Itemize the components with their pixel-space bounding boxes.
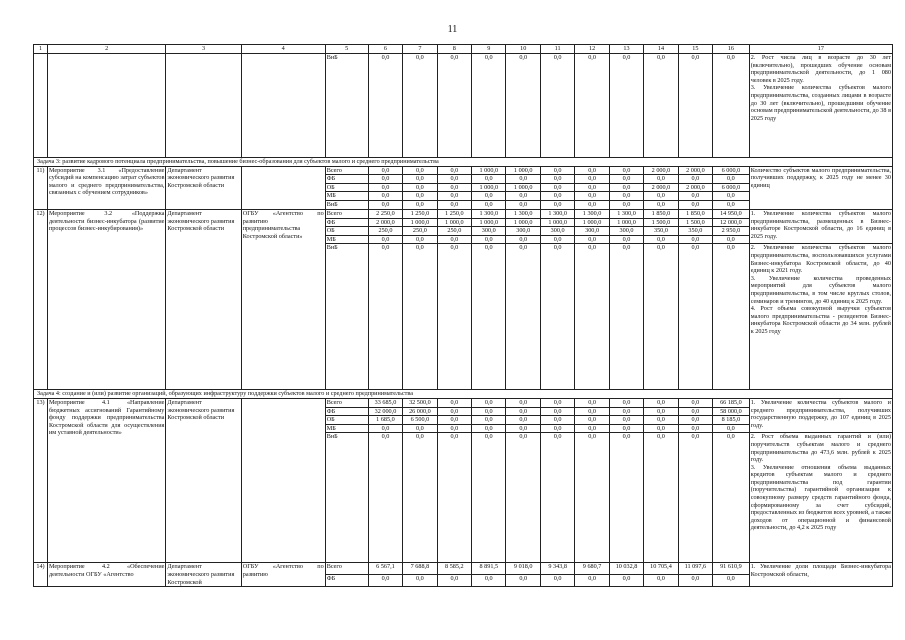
value-cell: 0,0 bbox=[540, 183, 574, 192]
value-cell: 0,0 bbox=[575, 54, 609, 158]
col-header: 6 bbox=[368, 45, 402, 54]
value-cell: 0,0 bbox=[678, 398, 712, 407]
value-cell: 8 585,2 bbox=[437, 563, 471, 575]
value-cell: 1 000,0 bbox=[472, 166, 506, 175]
value-cell: 0,0 bbox=[437, 192, 471, 201]
task-row bbox=[34, 390, 893, 399]
value-cell: 300,0 bbox=[472, 227, 506, 236]
col-header: 5 bbox=[325, 45, 368, 54]
col-header: 12 bbox=[575, 45, 609, 54]
value-cell: 0,0 bbox=[678, 416, 712, 425]
value-cell: 1 685,0 bbox=[368, 416, 402, 425]
value-cell: 0,0 bbox=[678, 424, 712, 433]
value-cell: 0,0 bbox=[368, 192, 402, 201]
value-cell: 0,0 bbox=[403, 183, 437, 192]
table-row bbox=[34, 209, 893, 218]
value-cell: 0,0 bbox=[575, 407, 609, 416]
col-header: 10 bbox=[506, 45, 540, 54]
value-cell: 0,0 bbox=[506, 175, 540, 184]
funding-source: ФБ bbox=[325, 175, 368, 184]
value-cell: 1 000,0 bbox=[472, 183, 506, 192]
value-cell: 1 000,0 bbox=[609, 218, 643, 227]
task-title: Задача 3: развитие кадрового потенциала предпринимательства, повышение бизнес-образования для субъектов малого и среднего предпринимательства bbox=[34, 158, 893, 167]
expected-results: 2. Рост числа лиц в возрасте до 30 лет (включительно), прошедших обучение основам предпринимательской деятельности, до 1 080 человек в 2025 году. 3. Увеличение количества субъектов малого предпринимательства, созданных лицами в возрасте до 30 лет (включительно), прошедшими обучение основам предпринимательской деятельности, до 38 в 2025 году bbox=[749, 54, 892, 158]
value-cell: 10 032,8 bbox=[609, 563, 643, 575]
col-header: 13 bbox=[609, 45, 643, 54]
empty-cell bbox=[47, 54, 165, 158]
table-row bbox=[34, 563, 893, 575]
value-cell: 0,0 bbox=[437, 183, 471, 192]
value-cell: 0,0 bbox=[609, 200, 643, 209]
value-cell: 0,0 bbox=[644, 175, 678, 184]
value-cell: 0,0 bbox=[644, 424, 678, 433]
activity-name: Мероприятие 3.2 «Поддержка деятельности бизнес-инкубатора (развитие процессов бизнес-инкубирования)» bbox=[47, 209, 165, 389]
value-cell: 0,0 bbox=[437, 407, 471, 416]
row-number: 14) bbox=[34, 563, 48, 587]
row-number: 13) bbox=[34, 398, 48, 562]
value-cell: 0,0 bbox=[678, 407, 712, 416]
value-cell: 8 185,0 bbox=[713, 416, 750, 425]
value-cell: 1 250,0 bbox=[437, 209, 471, 218]
value-cell: 9 680,7 bbox=[575, 563, 609, 575]
funding-source: ВнБ bbox=[325, 433, 368, 563]
value-cell: 1 850,0 bbox=[678, 209, 712, 218]
value-cell: 0,0 bbox=[368, 235, 402, 244]
value-cell: 0,0 bbox=[575, 433, 609, 563]
value-cell: 0,0 bbox=[368, 575, 402, 587]
value-cell: 0,0 bbox=[472, 416, 506, 425]
empty-cell bbox=[166, 54, 241, 158]
value-cell: 0,0 bbox=[609, 183, 643, 192]
value-cell: 0,0 bbox=[540, 424, 574, 433]
expected-results: 1. Увеличение количества субъектов малого и среднего предпринимательства, получивших государственную поддержку, до 107 единиц в 2025 году. bbox=[749, 398, 892, 432]
value-cell: 1 000,0 bbox=[506, 166, 540, 175]
value-cell: 0,0 bbox=[472, 200, 506, 209]
value-cell: 1 000,0 bbox=[472, 218, 506, 227]
value-cell: 32 500,0 bbox=[403, 398, 437, 407]
value-cell: 0,0 bbox=[540, 235, 574, 244]
page-number: 11 bbox=[447, 24, 458, 35]
value-cell: 0,0 bbox=[609, 175, 643, 184]
value-cell: 0,0 bbox=[437, 424, 471, 433]
funding-source: Всего bbox=[325, 166, 368, 175]
value-cell: 0,0 bbox=[472, 235, 506, 244]
value-cell: 0,0 bbox=[713, 235, 750, 244]
value-cell: 6 000,0 bbox=[713, 183, 750, 192]
value-cell: 91 610,9 bbox=[713, 563, 750, 575]
value-cell: 0,0 bbox=[713, 244, 750, 390]
funding-source: ОБ bbox=[325, 416, 368, 425]
value-cell: 33 685,0 bbox=[368, 398, 402, 407]
executor: Департамент экономического развития Костромской области bbox=[166, 166, 241, 209]
value-cell: 0,0 bbox=[540, 192, 574, 201]
value-cell: 0,0 bbox=[678, 244, 712, 390]
value-cell: 1 000,0 bbox=[575, 218, 609, 227]
row-number: 12) bbox=[34, 209, 48, 389]
value-cell: 0,0 bbox=[437, 398, 471, 407]
value-cell: 0,0 bbox=[609, 424, 643, 433]
value-cell: 0,0 bbox=[609, 54, 643, 158]
value-cell: 0,0 bbox=[403, 575, 437, 587]
value-cell: 0,0 bbox=[644, 575, 678, 587]
value-cell: 0,0 bbox=[678, 575, 712, 587]
value-cell: 0,0 bbox=[368, 175, 402, 184]
executor: Департамент экономического развития Костромской области bbox=[166, 209, 241, 389]
value-cell: 2 000,0 bbox=[368, 218, 402, 227]
funding-source: ФБ bbox=[325, 575, 368, 587]
value-cell: 0,0 bbox=[609, 575, 643, 587]
value-cell: 0,0 bbox=[437, 244, 471, 390]
value-cell: 350,0 bbox=[678, 227, 712, 236]
value-cell: 0,0 bbox=[678, 175, 712, 184]
funding-source: ВнБ bbox=[325, 54, 368, 158]
value-cell: 1 850,0 bbox=[644, 209, 678, 218]
executor: Департамент экономического развития Костромской области bbox=[166, 398, 241, 562]
value-cell: 7 688,8 bbox=[403, 563, 437, 575]
value-cell: 0,0 bbox=[403, 175, 437, 184]
task-row bbox=[34, 158, 893, 167]
value-cell: 0,0 bbox=[575, 398, 609, 407]
expected-results: Количество субъектов малого предпринимательства, получивших поддержку, к 2025 году не менее 30 единиц bbox=[749, 166, 892, 209]
table-row bbox=[34, 166, 893, 175]
value-cell: 32 000,0 bbox=[368, 407, 402, 416]
col-header: 9 bbox=[472, 45, 506, 54]
funding-source: ОБ bbox=[325, 183, 368, 192]
value-cell: 0,0 bbox=[575, 575, 609, 587]
value-cell: 0,0 bbox=[644, 398, 678, 407]
header-row bbox=[34, 45, 893, 54]
col-header: 7 bbox=[403, 45, 437, 54]
col-header: 2 bbox=[47, 45, 165, 54]
activity-name: Мероприятие 4.1 «Направление бюджетных ассигнований Гарантийному фонду поддержки предпринимательства Костромской области для осуществления им уставной деятельности» bbox=[47, 398, 165, 562]
value-cell: 0,0 bbox=[472, 192, 506, 201]
value-cell: 0,0 bbox=[437, 433, 471, 563]
value-cell: 250,0 bbox=[368, 227, 402, 236]
value-cell: 58 000,0 bbox=[713, 407, 750, 416]
funding-source: Всего bbox=[325, 563, 368, 575]
value-cell: 0,0 bbox=[506, 433, 540, 563]
value-cell: 11 097,6 bbox=[678, 563, 712, 575]
value-cell: 0,0 bbox=[575, 235, 609, 244]
value-cell: 0,0 bbox=[368, 166, 402, 175]
value-cell: 0,0 bbox=[403, 433, 437, 563]
value-cell: 250,0 bbox=[403, 227, 437, 236]
value-cell: 0,0 bbox=[678, 54, 712, 158]
funding-source: Всего bbox=[325, 209, 368, 218]
value-cell: 0,0 bbox=[575, 200, 609, 209]
value-cell: 0,0 bbox=[403, 54, 437, 158]
value-cell: 0,0 bbox=[368, 200, 402, 209]
value-cell: 300,0 bbox=[575, 227, 609, 236]
expected-results: 1. Увеличение количества субъектов малого предпринимательства, размещенных в Бизнес-инкубаторе Костромской области, до 16 единиц в 2025 году. bbox=[749, 209, 892, 243]
value-cell: 0,0 bbox=[713, 54, 750, 158]
value-cell: 0,0 bbox=[437, 54, 471, 158]
value-cell: 0,0 bbox=[472, 398, 506, 407]
col-header: 1 bbox=[34, 45, 48, 54]
value-cell: 0,0 bbox=[368, 424, 402, 433]
value-cell: 0,0 bbox=[506, 416, 540, 425]
value-cell: 0,0 bbox=[437, 200, 471, 209]
funding-source: ВнБ bbox=[325, 244, 368, 390]
value-cell: 1 300,0 bbox=[540, 209, 574, 218]
value-cell: 0,0 bbox=[644, 433, 678, 563]
executor: Департамент экономического развития Костромской bbox=[166, 563, 241, 587]
funding-source: ФБ bbox=[325, 218, 368, 227]
value-cell: 0,0 bbox=[506, 398, 540, 407]
value-cell: 0,0 bbox=[368, 54, 402, 158]
value-cell: 0,0 bbox=[540, 166, 574, 175]
value-cell: 0,0 bbox=[472, 407, 506, 416]
value-cell: 300,0 bbox=[506, 227, 540, 236]
funding-source: ОБ bbox=[325, 227, 368, 236]
value-cell: 250,0 bbox=[437, 227, 471, 236]
value-cell: 2 000,0 bbox=[644, 183, 678, 192]
funding-source: Всего bbox=[325, 398, 368, 407]
value-cell: 0,0 bbox=[368, 183, 402, 192]
col-header: 15 bbox=[678, 45, 712, 54]
col-header: 3 bbox=[166, 45, 241, 54]
value-cell: 14 950,0 bbox=[713, 209, 750, 218]
value-cell: 0,0 bbox=[575, 416, 609, 425]
value-cell: 0,0 bbox=[575, 192, 609, 201]
row-number: 11) bbox=[34, 166, 48, 209]
value-cell: 0,0 bbox=[644, 192, 678, 201]
col-header: 17 bbox=[749, 45, 892, 54]
value-cell: 0,0 bbox=[403, 424, 437, 433]
value-cell: 300,0 bbox=[609, 227, 643, 236]
value-cell: 8 891,5 bbox=[472, 563, 506, 575]
value-cell: 0,0 bbox=[713, 433, 750, 563]
value-cell: 1 000,0 bbox=[437, 218, 471, 227]
program-activities-table bbox=[33, 44, 893, 587]
col-header: 16 bbox=[713, 45, 750, 54]
value-cell: 1 500,0 bbox=[644, 218, 678, 227]
value-cell: 0,0 bbox=[609, 416, 643, 425]
value-cell: 0,0 bbox=[644, 244, 678, 390]
empty-cell bbox=[34, 54, 48, 158]
value-cell: 0,0 bbox=[403, 200, 437, 209]
value-cell: 0,0 bbox=[506, 235, 540, 244]
partner: ОГБУ «Агентство по развитию предпринимательства Костромской области» bbox=[241, 209, 325, 389]
activity-name: Мероприятие 4.2 «Обеспечение деятельности ОГБУ «Агентство bbox=[47, 563, 165, 587]
value-cell: 0,0 bbox=[540, 244, 574, 390]
funding-source: ВнБ bbox=[325, 200, 368, 209]
value-cell: 0,0 bbox=[609, 398, 643, 407]
value-cell: 0,0 bbox=[713, 175, 750, 184]
value-cell: 0,0 bbox=[713, 200, 750, 209]
value-cell: 0,0 bbox=[713, 424, 750, 433]
table-row bbox=[34, 54, 893, 158]
value-cell: 0,0 bbox=[540, 54, 574, 158]
value-cell: 0,0 bbox=[472, 433, 506, 563]
value-cell: 12 000,0 bbox=[713, 218, 750, 227]
value-cell: 0,0 bbox=[437, 235, 471, 244]
partner: ОГБУ «Агентство по развитию bbox=[241, 563, 325, 587]
value-cell: 1 500,0 bbox=[678, 218, 712, 227]
value-cell: 0,0 bbox=[506, 424, 540, 433]
partner bbox=[241, 398, 325, 562]
value-cell: 1 250,0 bbox=[403, 209, 437, 218]
value-cell: 0,0 bbox=[609, 235, 643, 244]
activity-name: Мероприятие 3.1 «Предоставление субсидий на компенсацию затрат субъектов малого и среднего предпринимательства, связанных с обучением сотрудников» bbox=[47, 166, 165, 209]
value-cell: 0,0 bbox=[575, 183, 609, 192]
value-cell: 1 300,0 bbox=[506, 209, 540, 218]
value-cell: 0,0 bbox=[575, 244, 609, 390]
value-cell: 0,0 bbox=[506, 54, 540, 158]
value-cell: 1 300,0 bbox=[609, 209, 643, 218]
value-cell: 0,0 bbox=[540, 416, 574, 425]
value-cell: 10 705,4 bbox=[644, 563, 678, 575]
value-cell: 0,0 bbox=[678, 235, 712, 244]
value-cell: 6 500,0 bbox=[403, 416, 437, 425]
funding-source: ФБ bbox=[325, 407, 368, 416]
value-cell: 300,0 bbox=[540, 227, 574, 236]
task-title: Задача 4: создание и (или) развитие организаций, образующих инфраструктуру поддержки субъектов малого и среднего предпринимательства bbox=[34, 390, 893, 399]
col-header: 11 bbox=[540, 45, 574, 54]
value-cell: 0,0 bbox=[713, 575, 750, 587]
value-cell: 0,0 bbox=[540, 200, 574, 209]
value-cell: 0,0 bbox=[644, 235, 678, 244]
value-cell: 0,0 bbox=[540, 575, 574, 587]
value-cell: 0,0 bbox=[403, 192, 437, 201]
value-cell: 2 000,0 bbox=[678, 183, 712, 192]
value-cell: 0,0 bbox=[472, 424, 506, 433]
value-cell: 0,0 bbox=[644, 54, 678, 158]
value-cell: 0,0 bbox=[540, 175, 574, 184]
value-cell: 0,0 bbox=[678, 192, 712, 201]
value-cell: 0,0 bbox=[678, 200, 712, 209]
value-cell: 26 000,0 bbox=[403, 407, 437, 416]
col-header: 4 bbox=[241, 45, 325, 54]
funding-source: МБ bbox=[325, 424, 368, 433]
value-cell: 1 300,0 bbox=[575, 209, 609, 218]
col-header: 14 bbox=[644, 45, 678, 54]
value-cell: 0,0 bbox=[678, 433, 712, 563]
empty-cell bbox=[241, 54, 325, 158]
value-cell: 0,0 bbox=[609, 244, 643, 390]
value-cell: 0,0 bbox=[575, 424, 609, 433]
value-cell: 350,0 bbox=[644, 227, 678, 236]
value-cell: 0,0 bbox=[644, 416, 678, 425]
expected-results: 2. Увеличение количества субъектов малого предпринимательства, воспользовавшихся услугами Бизнес-инкубатора Костромской области, до 40 единиц к 2021 году. 3. Увеличение количества проведенных мероприятий для субъектов малого предпринимательства, в том числе круглых столов, семинаров и тренингов, до 40 единиц к 2025 году. 4. Рост объема совокупной выручки субъектов малого предпринимательства - резидентов Бизнес-инкубатора Костромской области до 34 млн. рублей к 2025 году bbox=[749, 244, 892, 390]
funding-source: МБ bbox=[325, 192, 368, 201]
value-cell: 0,0 bbox=[506, 244, 540, 390]
partner bbox=[241, 166, 325, 209]
value-cell: 2 250,0 bbox=[368, 209, 402, 218]
value-cell: 0,0 bbox=[540, 433, 574, 563]
value-cell: 66 185,0 bbox=[713, 398, 750, 407]
expected-results: 1. Увеличение доли площади Бизнес-инкубатора Костромской области, bbox=[749, 563, 892, 587]
value-cell: 2 000,0 bbox=[644, 166, 678, 175]
value-cell: 0,0 bbox=[644, 200, 678, 209]
value-cell: 0,0 bbox=[437, 166, 471, 175]
value-cell: 0,0 bbox=[506, 575, 540, 587]
value-cell: 0,0 bbox=[575, 175, 609, 184]
value-cell: 1 000,0 bbox=[403, 218, 437, 227]
value-cell: 0,0 bbox=[609, 192, 643, 201]
value-cell: 0,0 bbox=[437, 416, 471, 425]
value-cell: 0,0 bbox=[644, 407, 678, 416]
value-cell: 0,0 bbox=[506, 407, 540, 416]
value-cell: 0,0 bbox=[713, 192, 750, 201]
value-cell: 0,0 bbox=[609, 166, 643, 175]
value-cell: 0,0 bbox=[506, 200, 540, 209]
value-cell: 0,0 bbox=[575, 166, 609, 175]
value-cell: 0,0 bbox=[403, 244, 437, 390]
value-cell: 9 343,8 bbox=[540, 563, 574, 575]
value-cell: 0,0 bbox=[472, 175, 506, 184]
value-cell: 0,0 bbox=[506, 192, 540, 201]
value-cell: 1 000,0 bbox=[506, 183, 540, 192]
value-cell: 0,0 bbox=[403, 235, 437, 244]
value-cell: 0,0 bbox=[609, 433, 643, 563]
table-row bbox=[34, 398, 893, 407]
value-cell: 0,0 bbox=[540, 407, 574, 416]
value-cell: 0,0 bbox=[540, 398, 574, 407]
col-header: 8 bbox=[437, 45, 471, 54]
value-cell: 0,0 bbox=[437, 575, 471, 587]
value-cell: 1 000,0 bbox=[540, 218, 574, 227]
value-cell: 0,0 bbox=[609, 407, 643, 416]
value-cell: 0,0 bbox=[368, 244, 402, 390]
value-cell: 0,0 bbox=[472, 575, 506, 587]
value-cell: 2 000,0 bbox=[678, 166, 712, 175]
funding-source: МБ bbox=[325, 235, 368, 244]
expected-results: 2. Рост объема выданных гарантий и (или) поручительств субъектам малого и среднего предпринимательства до 473,6 млн. рублей к 2025 году. 3. Увеличение отношения объема выданных кредитов субъектам малого и среднего предпринимательства под гарантии (поручительства) гарантийной организации к совокупному размеру средств гарантийного фонда, сформированному за счет субсидий, предоставленных из бюджетов всех уровней, а также доходов от операционной и финансовой деятельности, до 4,2 к 2025 году bbox=[749, 433, 892, 563]
value-cell: 0,0 bbox=[472, 54, 506, 158]
value-cell: 0,0 bbox=[403, 166, 437, 175]
value-cell: 0,0 bbox=[368, 433, 402, 563]
value-cell: 2 950,0 bbox=[713, 227, 750, 236]
value-cell: 6 000,0 bbox=[713, 166, 750, 175]
value-cell: 1 000,0 bbox=[506, 218, 540, 227]
value-cell: 1 300,0 bbox=[472, 209, 506, 218]
value-cell: 0,0 bbox=[437, 175, 471, 184]
value-cell: 6 567,1 bbox=[368, 563, 402, 575]
value-cell: 0,0 bbox=[472, 244, 506, 390]
value-cell: 9 018,0 bbox=[506, 563, 540, 575]
